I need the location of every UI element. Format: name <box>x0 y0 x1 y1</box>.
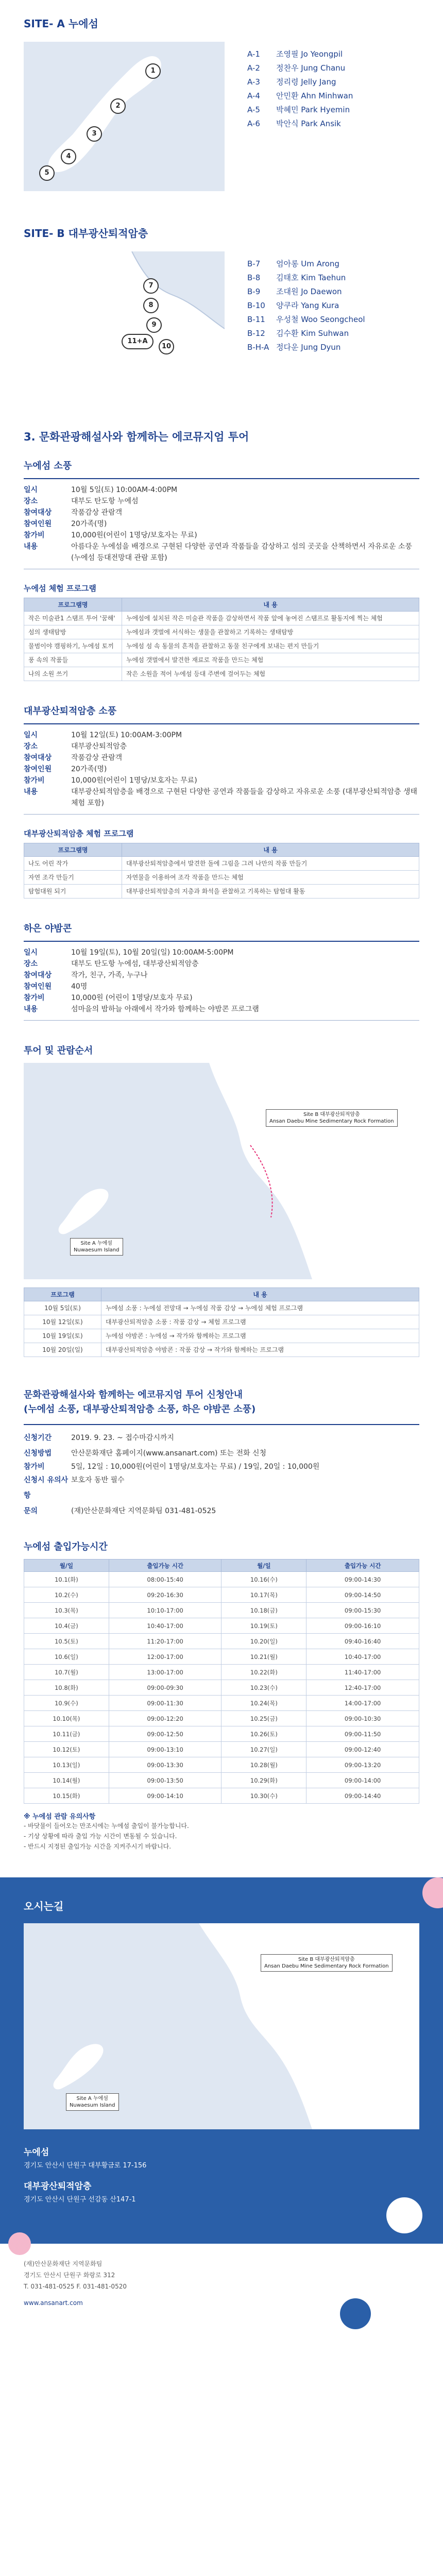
table-row <box>24 1726 419 1742</box>
footer-address: 경기도 안산시 단원구 화랑로 312 <box>24 2272 115 2279</box>
directions-daebu-label: Site B 대부광산퇴적암층 Ansan Daebu Mine Sedimentary Rock Formation <box>261 1954 393 1972</box>
tide-cell: 09:00-12:40 <box>306 1742 419 1757</box>
tide-cell: 09:00-10:30 <box>306 1711 419 1726</box>
tide-cell: 10.13(일) <box>24 1757 109 1773</box>
tide-cell: 09:00-13:20 <box>306 1757 419 1773</box>
night-info: 일시 10월 19일(토), 10월 20일(일) 10:00AM-5:00PM 장소 대부도 탄도항 누에섬, 대부광산퇴적암층 참여대상 작가, 친구, 가족, 누구나 참여인원 40명 참가비 10,000원 (어린이 1명당/보호자 무료) 내용 섬마을의 밤하늘 아래에서 작가와 함께하는 야밤콘 프로그램 <box>24 941 419 1021</box>
directions-title: 오시는길 <box>24 1900 64 1912</box>
tour-schedule-table: 프로그램 내 용 10월 5일(토) 누에섬 소풍 : 누에섬 전망대 → 누에섬 작품 감상 → 누에섬 체험 프로그램 10월 12일(토) 대부광산퇴적암층 소풍 : 작품 감상 → 체험 프로그램 10월 19일(토) 누에섬 야밤콘 : 누에섬 → 작가와 함께하는 프로그램 10월 20일(일) 대부광산퇴적암층 야밤콘 : 작품 감상 → 작가와 함께하는 프로그램 <box>24 1287 419 1357</box>
tide-cell: 09:40-16:40 <box>306 1634 419 1649</box>
tide-cell: 10.18(금) <box>222 1603 306 1618</box>
tide-cell: 09:00-12:50 <box>109 1726 222 1742</box>
site-a-legend <box>247 42 353 130</box>
nuwaesum-info: 일시 10월 5일(토) 10:00AM-4:00PM 장소 대부도 탄도항 누에섬 참여대상 작품감상 관람객 참여인원 20가족(명) 참가비 10,000원(어린이 1명당/보호자는 무료) 내용 아름다운 누에섬을 배경으로 구현된 다양한 공연과 작품들을 감상하고 섬의 곳곳을 산책하면서 자유로운 소풍 (누에섬 등대전망대 관람 포함) <box>24 478 419 569</box>
address-name: 누에섬 <box>24 2147 49 2158</box>
address-text: 경기도 안산시 단원구 대부황금로 17-156 <box>24 2162 147 2170</box>
table-row: 자연 조각 만들기 자연물을 이용하여 조각 작품을 만드는 체험 <box>24 871 419 885</box>
tide-cell: 10.23(수) <box>222 1680 306 1696</box>
table-row <box>24 1634 419 1649</box>
tide-cell: 10.12(토) <box>24 1742 109 1757</box>
site-b-marker-10: 10 <box>159 339 174 354</box>
daebu-heading: 대부광산퇴적암층 소풍 <box>24 706 117 717</box>
table-row: 섬의 생태탐방 누에섬과 갯벌에 서식하는 생물을 관찰하고 기록하는 생태탐방 <box>24 625 419 639</box>
nuwaesum-heading: 누에섬 소풍 <box>24 461 72 471</box>
site-b-legend <box>247 251 365 368</box>
legend-item: B-8 김태호 Kim Taehun <box>247 273 346 282</box>
nuwaesum-map-label: Site A 누에섬 Nuwaesum Island <box>70 1238 123 1256</box>
table-row <box>24 1757 419 1773</box>
tide-cell: 09:20-16:30 <box>109 1587 222 1603</box>
table-row: 10월 20일(일) 대부광산퇴적암층 야밤콘 : 작품 감상 → 작가와 함께하는 프로그램 <box>24 1343 419 1357</box>
tide-cell: 10.16(수) <box>222 1572 306 1587</box>
table-row: 10월 5일(토) 누에섬 소풍 : 누에섬 전망대 → 누에섬 작품 감상 → 누에섬 체험 프로그램 <box>24 1301 419 1315</box>
tide-cell: 10:40-17:00 <box>306 1649 419 1665</box>
tide-cell: 10.17(목) <box>222 1587 306 1603</box>
table-row <box>24 1788 419 1804</box>
site-a-section <box>0 0 443 191</box>
tide-cell: 10.26(토) <box>222 1726 306 1742</box>
table-row: 10월 12일(토) 대부광산퇴적암층 소풍 : 작품 감상 → 체험 프로그램 <box>24 1315 419 1329</box>
tide-cell: 10.11(금) <box>24 1726 109 1742</box>
site-a-marker-4: 4 <box>61 149 76 164</box>
footer-org: (재)안산문화재단 지역문화팀 <box>24 2260 103 2267</box>
tide-cell: 10:10-17:00 <box>109 1603 222 1618</box>
table-row <box>24 1711 419 1726</box>
tide-cell: 10.19(토) <box>222 1618 306 1634</box>
tide-cell: 10.9(수) <box>24 1696 109 1711</box>
legend-item: A-4 안민환 Ahn Minhwan <box>247 91 353 100</box>
tide-cell: 10.29(화) <box>222 1773 306 1788</box>
tide-cell: 10.30(수) <box>222 1788 306 1804</box>
tour-map <box>24 1063 419 1279</box>
legend-item: B-12 김수환 Kim Suhwan <box>247 328 349 338</box>
navy-circle-decoration <box>340 2298 371 2329</box>
table-row <box>24 1587 419 1603</box>
pink-circle-decoration <box>8 2232 31 2255</box>
legend-item: B-7 엄아롱 Um Arong <box>247 259 339 268</box>
tide-cell: 09:00-14:30 <box>306 1572 419 1587</box>
daebu-coast-shape <box>24 251 225 401</box>
table-row: 풍 속의 작품들 누에섬 갯벌에서 발견한 재료로 작품을 만드는 체험 <box>24 653 419 667</box>
daebu-map-label: Site B 대부광산퇴적암층 Ansan Daebu Mine Sedimentary Rock Formation <box>266 1109 398 1127</box>
tide-cell: 10.28(월) <box>222 1757 306 1773</box>
footer <box>0 2244 443 2329</box>
tide-cell: 10.21(월) <box>222 1649 306 1665</box>
daebu-info: 일시 10월 12일(토) 10:00AM-3:00PM 장소 대부광산퇴적암층 참여대상 작품감상 관람객 참여인원 20가족(명) 참가비 10,000원(어린이 1명당/보호자는 무료) 내용 대부광산퇴적암층을 배경으로 구현된 다양한 공연과 작품들을 감상하고 자유로운 소풍 (대부광산퇴적암층 생태체험 포함) <box>24 723 419 815</box>
table-row <box>24 1773 419 1788</box>
footer-url[interactable]: www.ansanart.com <box>24 2299 83 2307</box>
tide-heading: 누에섬 출입가능시간 <box>24 1541 108 1552</box>
legend-item: A-1 조영필 Jo Yeongpil <box>247 49 343 59</box>
notice-title: 문화관광해설사와 함께하는 에코뮤지엄 투어 신청안내 (누에섬 소풍, 대부광산퇴적암층 소풍, 하은 야밤콘 소풍) <box>24 1389 256 1415</box>
legend-item: B-H-A 정다운 Jung Dyun <box>247 342 341 352</box>
tide-cell: 09:00-14:00 <box>306 1773 419 1788</box>
section-3-title: 3. 문화관광해설사와 함께하는 에코뮤지엄 투어 <box>24 431 249 443</box>
table-row: 나의 소원 쓰기 작은 소원을 적어 누에섬 등대 주변에 걸어두는 체험 <box>24 667 419 681</box>
tide-cell: 10.4(금) <box>24 1618 109 1634</box>
tide-cell: 10.8(화) <box>24 1680 109 1696</box>
table-row <box>24 1665 419 1680</box>
site-b-map <box>24 251 225 401</box>
directions-map <box>24 1923 419 2129</box>
site-a-map <box>24 42 225 191</box>
table-row: 물범이야 캠핑하기, 누에섬 토끼 누에섬 섬 속 동물의 흔적을 관찰하고 동물 친구에게 보내는 편지 만들기 <box>24 639 419 653</box>
table-row <box>24 1696 419 1711</box>
tide-cell: 10:40-17:00 <box>109 1618 222 1634</box>
tide-cell: 12:40-17:00 <box>306 1680 419 1696</box>
table-row <box>24 1618 419 1634</box>
tide-cell: 10.6(일) <box>24 1649 109 1665</box>
address-text: 경기도 안산시 단원구 선감동 산147-1 <box>24 2196 136 2204</box>
tide-cell: 10.2(수) <box>24 1587 109 1603</box>
site-a-title: SITE- A 누에섬 <box>24 18 98 30</box>
tide-note-title: ※ 누에섬 관람 유의사항 <box>24 1813 96 1821</box>
directions-section <box>0 1877 443 2244</box>
tour-map-heading: 투어 및 관람순서 <box>24 1045 93 1056</box>
tide-cell: 09:00-12:20 <box>109 1711 222 1726</box>
tide-cell: 09:00-13:10 <box>109 1742 222 1757</box>
site-b-marker-8: 8 <box>143 298 159 313</box>
site-a-marker-5: 5 <box>39 165 55 181</box>
directions-nuwaesum-label: Site A 누에섬 Nuwaesum Island <box>66 2093 119 2111</box>
tide-cell: 09:00-09:30 <box>109 1680 222 1696</box>
nuwaesum-program-table: 프로그램명 내 용 작은 미술관1 스탬프 투어 '꿈해' 누에섬에 설치된 작은 미술관 작품을 감상하면서 작품 앞에 놓여진 스탬프로 활동지에 찍는 체험 섬의 생태탐방 누에섬과 갯벌에 서식하는 생물을 관찰하고 기록하는 생태탐방 물범이야 캠핑하기, 누에섬 토끼 누에섬 섬 속 동물의 흔적을 관찰하고 동물 친구에게 보내는 편지 만들기 풍 속의 작품들 누에섬 갯벌에서 발견한 재료로 작품을 만드는 체험 나의 소원 쓰기 작은 소원을 적어 누에섬 등대 주변에 걸어두는 체험 <box>24 598 419 681</box>
tide-table: 월/일 출입가능 시간 월/일 출입가능 시간 10.1(화) 08:00-15:40 10.16(수) 09:00-14:30 10.2(수) 09:20-16:30 10.17(목) 09:00-14:50 10.3(목) 10:10-17:00 10.18(금) 09:00-15:30 10.4(금) 10:40-17:00 10.19(토) 09:00-16:10 10.5(토) 11:20-17:00 10.20(일) 09:40-16:40 10.6(일) 12:00-17:00 10.21(월) 10:40-17:00 10.7(월) 13:00-17:00 10.22(화) 11:40-17:00 10.8(화) 09:00-09:30 10.23(수) 12:40-17:00 10.9(수) 09:00-11:30 10.24(목) 14:00-17:00 10.10(목) 09:00-12:20 10.25(금) 09:00-10:30 10.11(금) 09:00-12:50 10.26(토) 09:00-11:50 10.12(토) 09:00-13:10 10.27(일) 09:00-12:40 10.13(일) 09:00-13:30 10.28(월) 09:00-13:20 10.14(월) 09:00-13:50 10.29(화) 09:00-14:00 10.15(화) 09:00-14:10 10.30(수) 09:00-14:40 <box>24 1559 419 1804</box>
site-a-marker-3: 3 <box>87 126 102 142</box>
notice-info: 신청기간 2019. 9. 23. ~ 접수마감시까지 신청방법 안산문화재단 홈페이지(www.ansanart.com) 또는 전화 신청 참가비 5일, 12일 : 10,000원(어린이 1명당/보호자는 무료) / 19일, 20일 : 10,000원 신청시 유의사항 보호자 동반 필수 문의 (재)안산문화재단 지역문화팀 031-481-0525 <box>24 1424 419 1524</box>
tide-cell: 08:00-15:40 <box>109 1572 222 1587</box>
tide-cell: 10.1(화) <box>24 1572 109 1587</box>
tour-section <box>0 429 443 1852</box>
site-b-section <box>0 191 443 401</box>
nuwaesum-island-shape <box>24 42 225 191</box>
tide-cell: 13:00-17:00 <box>109 1665 222 1680</box>
table-row: 나도 어린 작가 대부광산퇴적암층에서 발견한 돌에 그림을 그려 나만의 작품 만들기 <box>24 857 419 871</box>
tide-cell: 11:20-17:00 <box>109 1634 222 1649</box>
tide-cell: 09:00-11:50 <box>306 1726 419 1742</box>
table-row: 탐험대원 되기 대부광산퇴적암층의 지층과 화석을 관찰하고 기록하는 탐험대 활동 <box>24 885 419 899</box>
tide-cell: 09:00-14:50 <box>306 1587 419 1603</box>
tide-cell: 11:40-17:00 <box>306 1665 419 1680</box>
address-name: 대부광산퇴적암층 <box>24 2181 92 2192</box>
table-row <box>24 1572 419 1587</box>
tide-cell: 10.27(일) <box>222 1742 306 1757</box>
tide-cell: 09:00-13:50 <box>109 1773 222 1788</box>
tide-cell: 10.22(화) <box>222 1665 306 1680</box>
tide-cell: 10.7(월) <box>24 1665 109 1680</box>
site-b-marker-7: 7 <box>143 278 159 294</box>
tide-cell: 10.10(목) <box>24 1711 109 1726</box>
site-a-marker-2: 2 <box>110 98 126 114</box>
daebu-program-heading: 대부광산퇴적암층 체험 프로그램 <box>24 829 134 838</box>
tide-cell: 10.14(월) <box>24 1773 109 1788</box>
tide-cell: 10.25(금) <box>222 1711 306 1726</box>
tide-cell: 14:00-17:00 <box>306 1696 419 1711</box>
pink-circle-decoration <box>422 1877 443 1908</box>
site-a-marker-1: 1 <box>145 63 161 79</box>
tide-cell: 10.24(목) <box>222 1696 306 1711</box>
tide-cell: 09:00-14:40 <box>306 1788 419 1804</box>
legend-item <box>247 354 365 368</box>
tide-cell: 10.20(일) <box>222 1634 306 1649</box>
table-row <box>24 1603 419 1618</box>
tide-cell: 12:00-17:00 <box>109 1649 222 1665</box>
address-block <box>24 2145 419 2204</box>
table-row <box>24 1680 419 1696</box>
site-b-title: SITE- B 대부광산퇴적암층 <box>24 227 148 240</box>
tide-cell: 10.3(목) <box>24 1603 109 1618</box>
legend-item: A-6 박안식 Park Ansik <box>247 118 341 128</box>
tide-cell: 10.5(토) <box>24 1634 109 1649</box>
site-b-marker-9: 9 <box>146 317 162 333</box>
daebu-program-table: 프로그램명 내 용 나도 어린 작가 대부광산퇴적암층에서 발견한 돌에 그림을 그려 나만의 작품 만들기 자연 조각 만들기 자연물을 이용하여 조각 작품을 만드는 체험 탐험대원 되기 대부광산퇴적암층의 지층과 화석을 관찰하고 기록하는 탐험대 활동 <box>24 843 419 899</box>
table-row: 10월 19일(토) 누에섬 야밤콘 : 누에섬 → 작가와 함께하는 프로그램 <box>24 1329 419 1343</box>
table-row: 작은 미술관1 스탬프 투어 '꿈해' 누에섬에 설치된 작은 미술관 작품을 감상하면서 작품 앞에 놓여진 스탬프로 활동지에 찍는 체험 <box>24 612 419 625</box>
legend-item: B-9 조대원 Jo Daewon <box>247 286 342 296</box>
tide-cell: 09:00-14:10 <box>109 1788 222 1804</box>
white-circle-decoration <box>386 2197 422 2233</box>
legend-item: B-11 우성철 Woo Seongcheol <box>247 314 365 324</box>
legend-item: A-5 박혜민 Park Hyemin <box>247 105 350 114</box>
tide-cell: 09:00-11:30 <box>109 1696 222 1711</box>
legend-item: A-2 정찬우 Jung Chanu <box>247 63 346 73</box>
site-b-marker-11: 11+A <box>122 334 154 349</box>
legend-item: B-10 양쿠라 Yang Kura <box>247 300 339 310</box>
table-row <box>24 1649 419 1665</box>
footer-contact: T. 031-481-0525 F. 031-481-0520 <box>24 2283 127 2290</box>
tide-cell: 10.15(화) <box>24 1788 109 1804</box>
tide-cell: 09:00-15:30 <box>306 1603 419 1618</box>
legend-item: A-3 정리령 Jelly Jang <box>247 77 336 87</box>
tide-cell: 09:00-16:10 <box>306 1618 419 1634</box>
nuwaesum-program-heading: 누에섬 체험 프로그램 <box>24 584 96 593</box>
tide-cell: 09:00-13:30 <box>109 1757 222 1773</box>
night-heading: 하은 야밤콘 <box>24 923 72 934</box>
tide-note: - 바닷물이 들어오는 만조시에는 누에섬 출입이 불가능합니다. - 기상 상황에 따라 출입 가능 시간이 변동될 수 있습니다. - 반드시 지정된 출입가능 시간을 지켜주시기 바랍니다. <box>24 1822 189 1850</box>
table-row <box>24 1742 419 1757</box>
